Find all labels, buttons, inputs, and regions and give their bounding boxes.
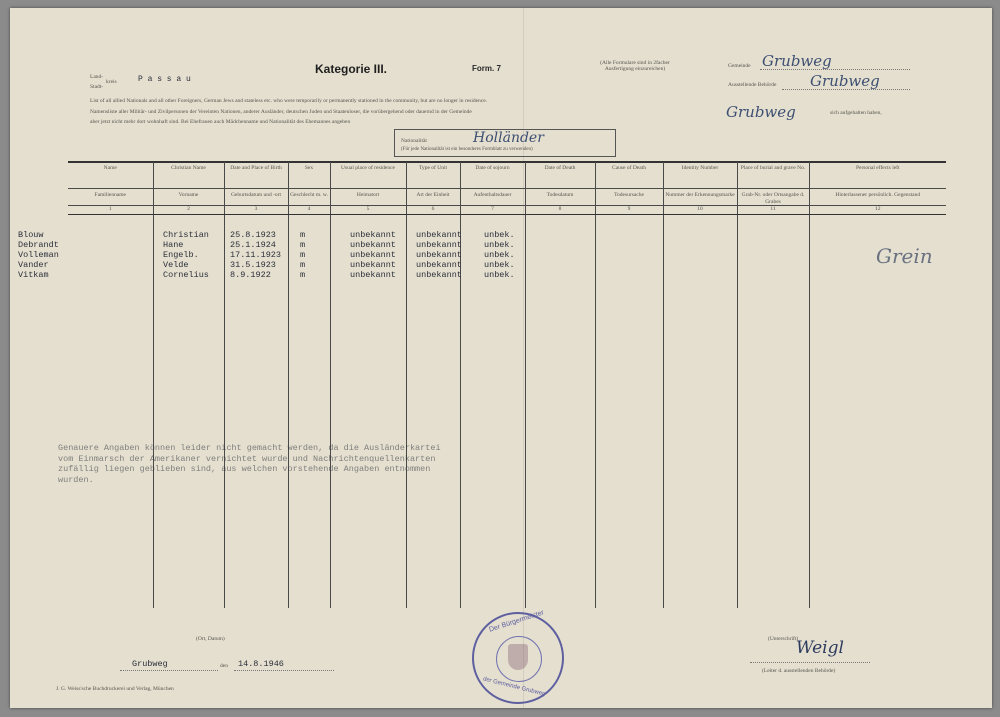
- col-9-de: Todesursache: [614, 192, 644, 198]
- place-label: (Ort, Datum): [196, 636, 225, 642]
- date-line: [234, 670, 334, 671]
- behoerde-line: [782, 89, 910, 90]
- col-6-en: Type of Unit: [418, 165, 448, 171]
- header-row-numbers: [68, 206, 946, 215]
- cell-name: Volleman: [18, 250, 59, 260]
- gemeinde-value: Grubweg: [762, 52, 832, 70]
- col-2-de: Vorname: [178, 192, 199, 198]
- cell-sex: m: [300, 250, 306, 260]
- gemeinde-label: Gemeinde: [728, 63, 751, 69]
- col-6-de: Art der Einheit: [416, 192, 450, 198]
- kreis-value: P a s s a u: [138, 75, 191, 84]
- col-10-de: Nummer der Erkennungsmarke: [665, 192, 735, 198]
- cell-first: Velde: [163, 260, 189, 270]
- authority-label: (Leiter d. ausstellenden Behörde): [762, 668, 836, 674]
- official-stamp: [472, 609, 564, 704]
- gemeinde-line: [760, 69, 910, 70]
- col-8-de: Todesdatum: [546, 192, 574, 198]
- col-3-en: Date and Place of Birth: [230, 165, 282, 171]
- cell-first: Engelb.: [163, 250, 199, 260]
- cell-name: Blouw: [18, 230, 44, 240]
- col-10-no: 10: [697, 206, 703, 213]
- col-4-en: Sex: [304, 165, 314, 171]
- nationality-box: [394, 129, 616, 157]
- remark-line: zufällig liegen geblieben sind, aus welchen vorstehende Angaben entnommen: [58, 464, 431, 474]
- col-7-en: Date of sojourn: [475, 165, 510, 171]
- cell-sojourn: unbek.: [484, 230, 515, 240]
- german-intro-2: aber jetzt nicht mehr dort wohnhaft sind. Bei Ehefrauen auch Mädchenname und Nationalität des Ehemannes angeben: [90, 119, 351, 125]
- margin-note: Grein: [876, 244, 933, 268]
- col-12-no: 12: [875, 206, 881, 213]
- col-11-de: Grab-Nr. oder Ortsangabe d. Grabes: [741, 192, 805, 205]
- col-5-de: Heimatort: [356, 192, 380, 198]
- form-title: Kategorie III.: [315, 62, 388, 76]
- col-9-en: Cause of Death: [612, 165, 646, 171]
- cell-unit: unbekannt: [416, 250, 462, 260]
- col-4-no: 4: [307, 206, 311, 213]
- cell-birth: 8.9.1922: [230, 270, 271, 280]
- cell-birth: 17.11.1923: [230, 250, 282, 260]
- nationality-note: (Für jede Nationalität ist ein besonderes Formblatt zu verwenden): [401, 147, 533, 152]
- col-7-no: 7: [491, 206, 494, 213]
- cell-sojourn: unbek.: [484, 250, 515, 260]
- col-5-en: Usual place of residence: [341, 165, 395, 171]
- cell-sojourn: unbek.: [484, 270, 515, 280]
- col-1-no: 1: [108, 206, 112, 213]
- register-table: [68, 162, 946, 608]
- cell-unit: unbekannt: [416, 230, 462, 240]
- cell-unit: unbekannt: [416, 240, 462, 250]
- col-1-de: Familienname: [94, 192, 126, 198]
- community-value: Grubweg: [726, 103, 796, 121]
- cell-name: Vander: [18, 260, 49, 270]
- cell-residence: unbekannt: [350, 250, 396, 260]
- place-value: Grubweg: [132, 659, 168, 669]
- col-9-no: 9: [627, 206, 631, 213]
- col-12-en: Personal effects left: [855, 165, 900, 171]
- behoerde-label: Ausstellende Behörde: [728, 82, 777, 88]
- german-intro: Namensliste aller Militär- und Zivilpersonen der Vereinten Nationen, anderer Ausländer, deutschen Juden und Staatenloser, die vorübergehend oder dauernd in der Gemeinde: [90, 109, 472, 115]
- cell-sojourn: unbek.: [484, 240, 515, 250]
- cell-name: Vitkam: [18, 270, 49, 280]
- land-label: Land-: [90, 74, 104, 80]
- residence-suffix: sich aufgehalten haben,: [830, 110, 882, 116]
- kreis-label: kreis: [106, 79, 117, 85]
- nationality-label: Nationalität: [401, 138, 427, 144]
- cell-sojourn: unbek.: [484, 260, 515, 270]
- form-number: Form. 7: [472, 64, 501, 73]
- col-11-en: Place of burial and grave No.: [740, 165, 806, 171]
- stamp-crest-icon: [508, 644, 528, 670]
- cell-sex: m: [300, 230, 306, 240]
- header-row-de: [68, 189, 946, 206]
- nationality-value: Holländer: [473, 130, 544, 146]
- place-line: [120, 670, 218, 671]
- col-5-no: 5: [366, 206, 370, 213]
- col-8-en: Date of Death: [544, 165, 576, 171]
- date-value: 14.8.1946: [238, 659, 284, 669]
- cell-birth: 31.5.1923: [230, 260, 276, 270]
- header-row-en: [68, 162, 946, 189]
- col-10-en: Identity Number: [681, 165, 719, 171]
- col-1-en: Name: [103, 165, 117, 171]
- col-8-no: 8: [558, 206, 562, 213]
- cell-birth: 25.8.1923: [230, 230, 276, 240]
- printer-imprint: J. G. Weiss'sche Buchdruckerei und Verlag, München: [56, 686, 174, 692]
- col-2-en: Christian Name: [171, 165, 206, 171]
- col-3-de: Geburtsdatum und -ort: [230, 192, 282, 198]
- stamp-text-top: Der Bürgermeister: [488, 609, 545, 634]
- cell-unit: unbekannt: [416, 270, 462, 280]
- cell-first: Christian: [163, 230, 209, 240]
- date-prefix: den: [220, 663, 228, 669]
- cell-residence: unbekannt: [350, 260, 396, 270]
- behoerde-value: Grubweg: [810, 72, 880, 90]
- remark-line: wurden.: [58, 474, 94, 485]
- col-6-no: 6: [431, 206, 435, 213]
- col-7-de: Aufenthaltsdauer: [473, 192, 512, 198]
- form-note: (Alle Formulare sind in 2facher Ausfertigung einzureichen): [600, 60, 670, 73]
- remarks: [58, 443, 441, 485]
- document-sheet: [10, 8, 992, 708]
- remark-line: Genauere Angaben können leider nicht gemacht werden, da die Ausländerkartei: [58, 443, 441, 453]
- cell-sex: m: [300, 240, 306, 250]
- cell-residence: unbekannt: [350, 230, 396, 240]
- col-11-no: 11: [770, 206, 776, 213]
- cell-first: Cornelius: [163, 270, 209, 280]
- stamp-text-bottom: der Gemeinde Grubweg: [482, 676, 546, 698]
- signature-value: Weigl: [796, 638, 844, 658]
- col-12-de: Hinterlassener persönlich. Gegenstand: [835, 192, 921, 198]
- cell-name: Debrandt: [18, 240, 59, 250]
- cell-birth: 25.1.1924: [230, 240, 276, 250]
- cell-sex: m: [300, 270, 306, 280]
- signature-line: [750, 662, 870, 663]
- col-3-no: 3: [254, 206, 258, 213]
- english-intro: List of all allied Nationals and all other Foreigners, German Jews and stateless etc. who were temporarily or permanently stationed in the community, but are no longer in residence.: [90, 98, 488, 104]
- signature-label: (Unterschrift): [768, 636, 799, 642]
- cell-first: Hane: [163, 240, 184, 250]
- cell-residence: unbekannt: [350, 240, 396, 250]
- col-2-no: 2: [187, 206, 190, 213]
- stadt-label: Stadt-: [90, 84, 104, 90]
- cell-unit: unbekannt: [416, 260, 462, 270]
- remark-line: vom Einmarsch der Amerikaner vernichtet wurde und Nachrichtenquellenkarten: [58, 453, 436, 464]
- cell-residence: unbekannt: [350, 270, 396, 280]
- cell-sex: m: [300, 260, 306, 270]
- col-4-de: Geschlecht m. w.: [290, 192, 328, 198]
